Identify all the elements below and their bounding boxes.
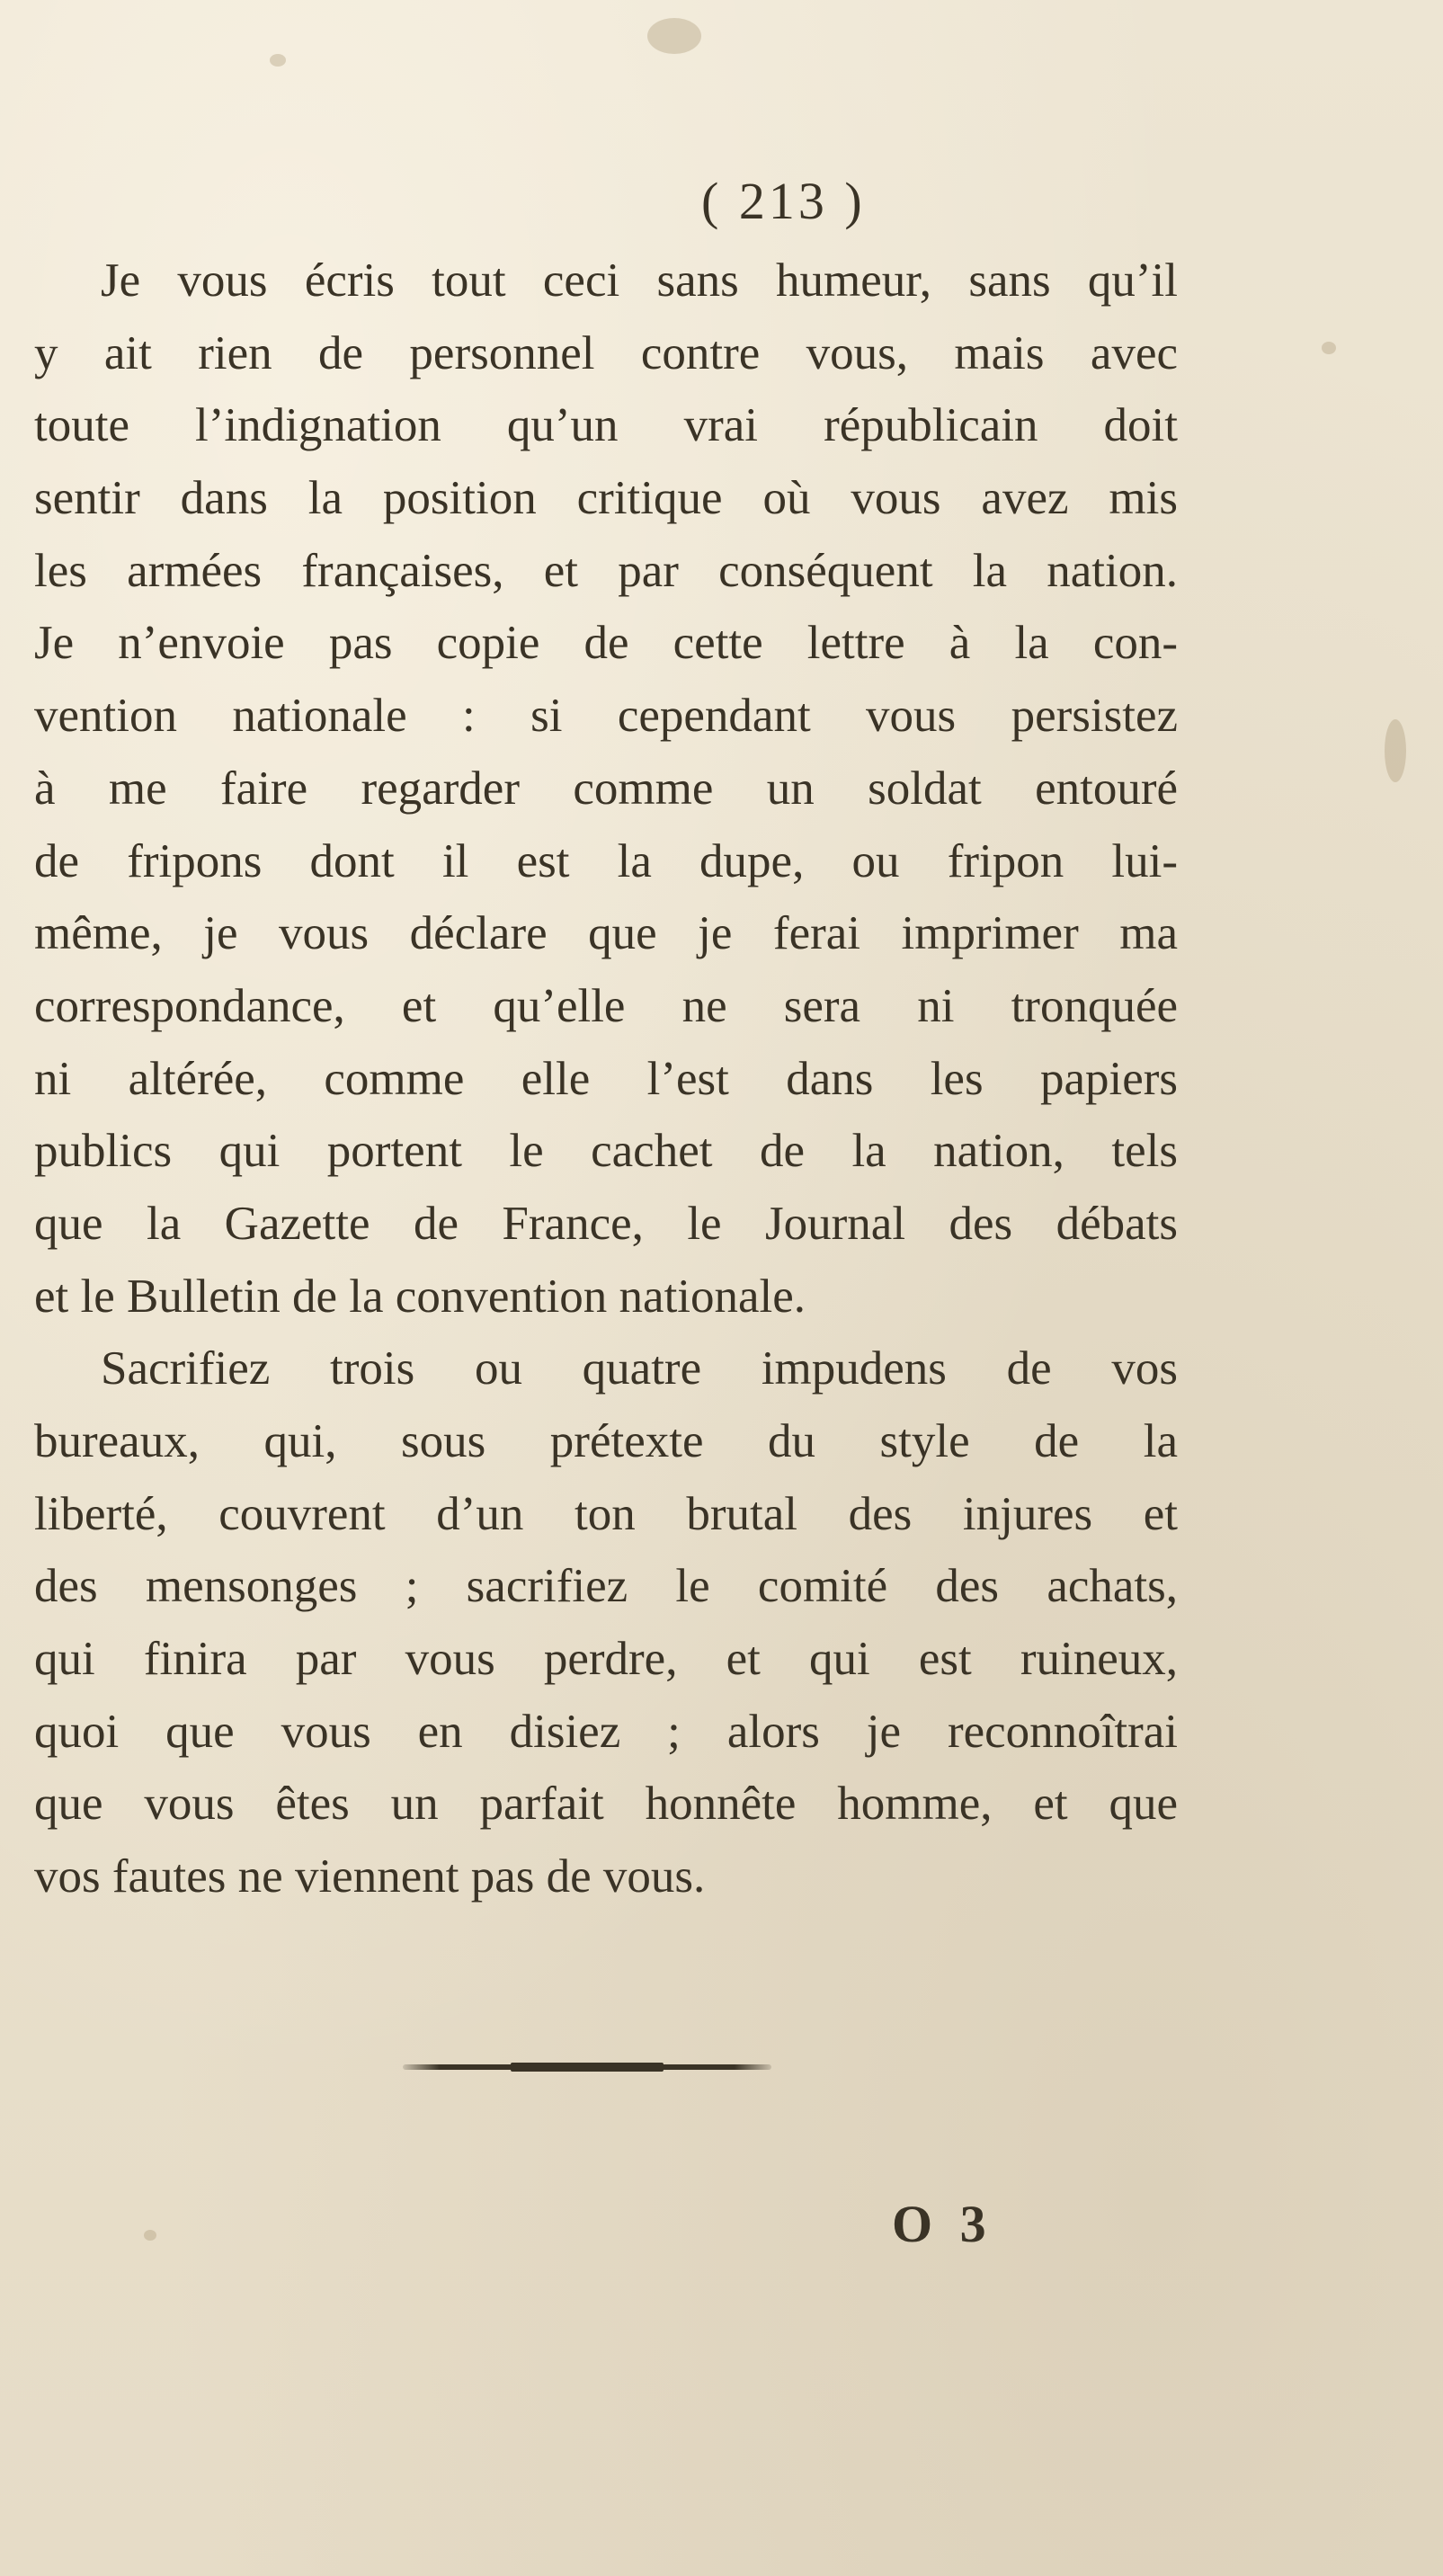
foxing-spot [1322, 342, 1336, 354]
signature-mark: O 3 [892, 2195, 993, 2253]
text-line: vos fautes ne viennent pas de vous. [34, 1850, 706, 1903]
text-line: vention nationale : si cependant vous persistez [34, 690, 1178, 743]
text-line: Je n’envoie pas copie de cette lettre à la con- [34, 617, 1178, 670]
body-text [34, 245, 1178, 1913]
foxing-spot [270, 54, 286, 67]
text-line: sentir dans la position critique où vous avez mis [34, 472, 1178, 525]
text-line: toute l’indignation qu’un vrai républicain doit [34, 399, 1178, 452]
text-line: qui finira par vous perdre, et qui est ruineux, [34, 1633, 1178, 1686]
text-line: même, je vous déclare que je ferai imprimer ma [34, 907, 1178, 960]
text-line: y ait rien de personnel contre vous, mais avec [34, 326, 1178, 379]
section-divider [403, 2064, 771, 2070]
text-line: Sacrifiez trois ou quatre impudens de vos [101, 1342, 1178, 1395]
text-line: correspondance, et qu’elle ne sera ni tronquée [34, 979, 1178, 1032]
text-line: de fripons dont il est la dupe, ou fripon lui- [34, 834, 1178, 887]
text-line: les armées françaises, et par conséquent la nation. [34, 544, 1178, 597]
text-line: bureaux, qui, sous prétexte du style de la [34, 1415, 1178, 1467]
text-line: ni altérée, comme elle l’est dans les papiers [34, 1052, 1178, 1105]
text-line: que vous êtes un parfait honnête homme, et que [34, 1778, 1178, 1831]
text-line: Je vous écris tout ceci sans humeur, sans qu’il [101, 254, 1178, 307]
text-line: liberté, couvrent d’un ton brutal des injures et [34, 1487, 1178, 1540]
text-line: que la Gazette de France, le Journal des débats [34, 1197, 1178, 1250]
text-line: publics qui portent le cachet de la nation, tels [34, 1125, 1178, 1178]
text-line: des mensonges ; sacrifiez le comité des achats, [34, 1560, 1178, 1613]
foxing-spot [1385, 719, 1406, 782]
foxing-spot [144, 2230, 156, 2241]
foxing-spot [647, 18, 701, 54]
text-line: et le Bulletin de la convention nationale. [34, 1270, 806, 1323]
text-line: à me faire regarder comme un soldat entouré [34, 762, 1178, 815]
text-line: quoi que vous en disiez ; alors je reconnoîtrai [34, 1705, 1178, 1758]
page-number: ( 213 ) [701, 172, 866, 230]
